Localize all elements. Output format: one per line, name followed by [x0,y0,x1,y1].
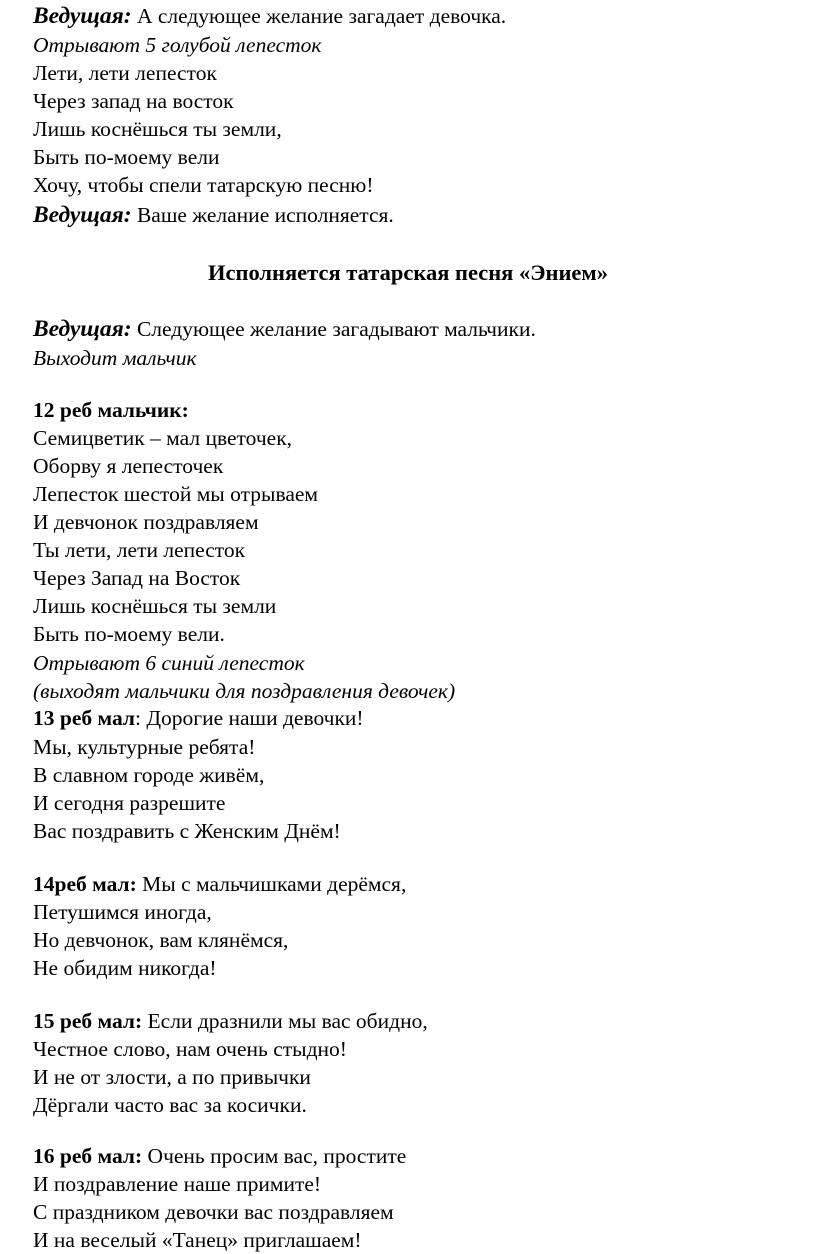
verse-line: Оборву я лепесточек [33,454,224,478]
line-text: Если дразнили мы вас обидно, [142,1009,428,1033]
line-presenter-1 [33,2,506,30]
verse-line: И поздравление наше примите! [33,1172,322,1196]
line-text: Мы с мальчишками дерёмся, [136,872,407,896]
verse-line: Семицветик – мал цветочек, [33,426,293,450]
line-boy-15 [33,1007,428,1035]
line-text: Очень просим вас, простите [142,1144,407,1168]
verse-line: Честное слово, нам очень стыдно! [33,1037,347,1061]
verse-line: Дёргали часто вас за косички. [33,1093,307,1117]
verse-line: Лишь коснёшься ты земли [33,594,277,618]
section-heading: Исполняется татарская песня «Энием» [208,260,608,285]
verse-line: Лепесток шестой мы отрываем [33,482,319,506]
verse-line: Быть по-моему вели. [33,622,225,646]
stage-direction-1: Отрывают 5 голубой лепесток [33,33,322,57]
verse-line: Хочу, чтобы спели татарскую песню! [33,173,374,197]
speaker-label: 14реб мал: [33,872,137,896]
stage-direction-2: Выходит мальчик [33,346,197,370]
line-presenter-2 [33,201,394,229]
verse-line: Быть по-моему вели [33,145,220,169]
stage-direction-3: Отрывают 6 синий лепесток [33,651,305,675]
verse-line: В славном городе живём, [33,763,265,787]
verse-line: Через Запад на Восток [33,566,241,590]
verse-line: Вас поздравить с Женским Днём! [33,819,341,843]
line-text: : Дорогие наши девочки! [135,706,364,730]
speaker-label: Ведущая: [33,3,132,29]
verse-line: Петушимся иногда, [33,900,212,924]
verse-line: Через запад на восток [33,89,234,113]
verse-line: Ты лети, лети лепесток [33,538,246,562]
line-text: А следующее желание загадает девочка. [136,4,507,28]
verse-line: С праздником девочки вас поздравляем [33,1200,394,1224]
verse-line: Лишь коснёшься ты земли, [33,117,282,141]
speaker-label: 16 реб мал: [33,1144,143,1168]
speaker-label: Ведущая: [33,316,132,342]
verse-line: И девчонок поздравляем [33,510,259,534]
verse-line: И на веселый «Танец» приглашаем! [33,1228,362,1252]
speaker-label: 13 реб мал [33,706,135,730]
verse-line: Лети, лети лепесток [33,61,217,85]
line-text: Следующее желание загадывают мальчики. [136,317,536,341]
speaker-label: 15 реб мал: [33,1009,143,1033]
line-text: Ваше желание исполняется. [136,203,394,227]
speaker-label: Ведущая: [33,202,132,228]
verse-line: Не обидим никогда! [33,956,217,980]
speaker-heading: 12 реб мальчик: [33,398,189,422]
verse-line: И сегодня разрешите [33,791,226,815]
verse-line: Мы, культурные ребята! [33,735,256,759]
stage-direction-4: (выходят мальчики для поздравления девочек) [33,679,456,703]
line-boy-13 [33,704,364,732]
verse-line: И не от злости, а по привычки [33,1065,311,1089]
line-boy-16 [33,1142,406,1170]
line-presenter-3 [33,315,536,343]
verse-line: Но девчонок, вам клянёмся, [33,928,289,952]
line-boy-14 [33,870,406,898]
